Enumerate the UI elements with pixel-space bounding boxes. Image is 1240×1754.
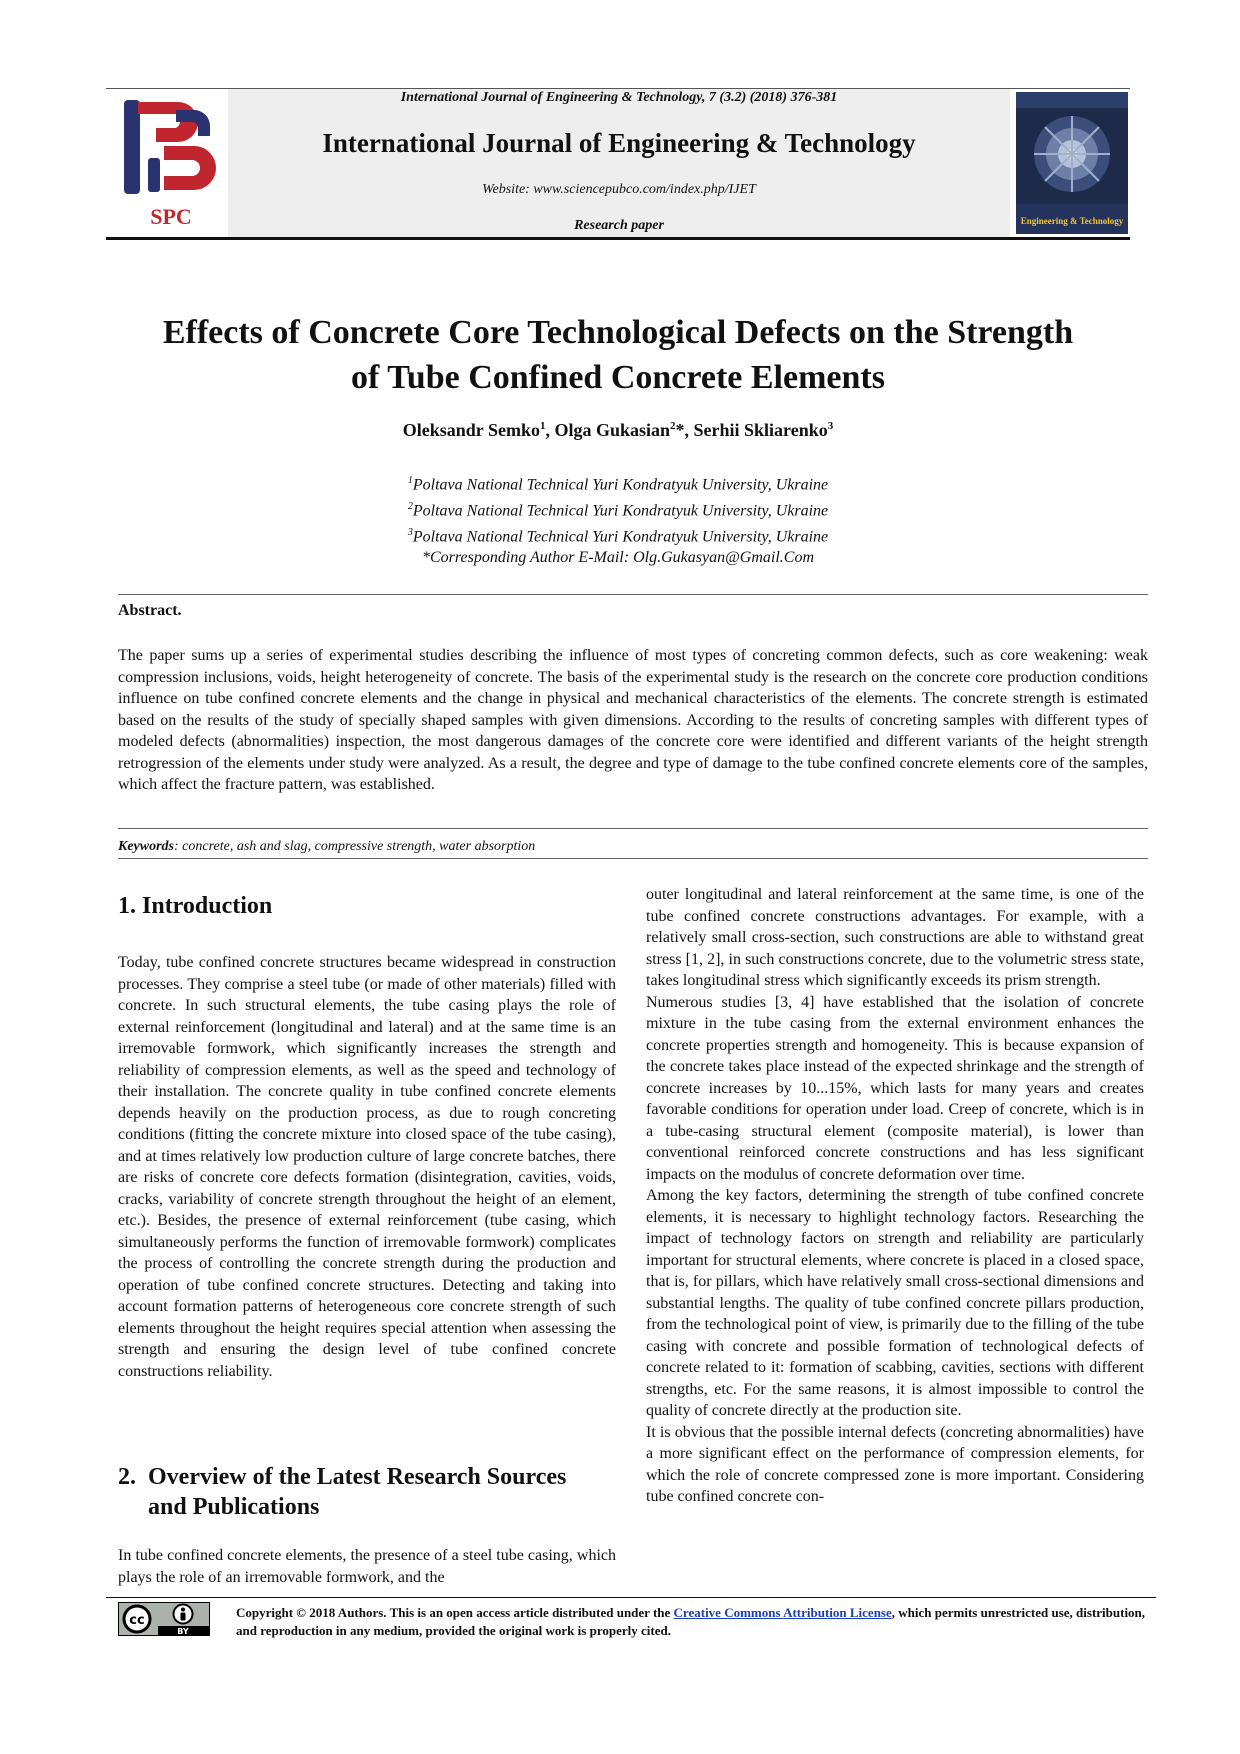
- heading-line: [118, 1462, 618, 1492]
- affiliation-mark: 3: [407, 526, 413, 538]
- article-title-line-2: of Tube Confined Concrete Elements: [351, 359, 885, 396]
- keywords-bottom-rule: [118, 858, 1148, 859]
- keywords-top-rule: [118, 828, 1148, 829]
- article-title: [106, 310, 1130, 400]
- affiliations: [106, 470, 1130, 569]
- author-name: Olga Gukasian: [554, 420, 671, 440]
- right-column-text: [646, 884, 1144, 1508]
- copyright-notice: [236, 1604, 1148, 1640]
- affiliation-line: [106, 522, 1130, 548]
- author-affiliation-mark: 1: [539, 420, 546, 432]
- author-name: Serhii Skliarenko: [693, 420, 828, 440]
- affiliation-text: Poltava National Technical Yuri Kondratyuk University, Ukraine: [412, 527, 829, 545]
- logo-mark-icon: [124, 100, 216, 194]
- section-heading-introduction: 1. Introduction: [118, 893, 273, 919]
- heading-line: and Publications: [148, 1494, 320, 1520]
- paragraph: Today, tube confined concrete structures became widespread in construction processes. They comprise a steel tube (or made of other materials) filled with concrete. In such structural elements, the tube casing plays the role of external reinforcement (longitudinal and lateral) and at the same time is an irremovable formwork, which significantly increases the strength and reliability of compression elements, as well as the speed and technology of their installation. The concrete quality in tube confined concrete elements depends heavily on the production process, as due to rough concreting conditions (fitting the concrete mixture into closed space of the tube casing), and at times relatively low production culture of large concrete batches, there are risks of concrete core defects formation (disintegration, cavities, voids, cracks, variability of concrete strength throughout the height of an element, etc.). Besides, the presence of external reinforcement (tube casing, which simultaneously performs the function of irremovable formwork) complicates the process of controlling the concrete strength during the production and operation of tube confined concrete structures. Detecting and taking into account formation patterns of heterogeneous core concrete strength of such elements throughout the height requires special attention when assessing the strength and ensuring the design level of tube confined concrete constructions reliability.: [118, 954, 616, 1380]
- attribution-person-icon: [174, 1605, 193, 1624]
- keywords-label: Keywords: [118, 839, 174, 854]
- header-bottom-rule: [106, 237, 1130, 240]
- author-separator: ,: [684, 420, 694, 440]
- heading-text: Overview of the Latest Research Sources: [148, 1464, 567, 1490]
- corresponding-author: *Corresponding Author E-Mail: Olg.Gukasyan@Gmail.Com: [421, 549, 815, 567]
- abstract-top-rule: [118, 594, 1148, 595]
- copyright-text: Copyright © 2018 Authors. This is an open access article distributed under the: [236, 1605, 674, 1620]
- cc-by-license-badge[interactable]: [118, 1602, 210, 1636]
- introduction-text: [118, 952, 616, 1382]
- author-separator: ,: [545, 420, 555, 440]
- affiliation-line: [106, 496, 1130, 522]
- author-list: [106, 420, 1130, 441]
- affiliation-line: [106, 470, 1130, 496]
- article-title-line-1: Effects of Concrete Core Technological Defects on the Strength: [162, 314, 1074, 351]
- journal-header-band: [228, 88, 1010, 238]
- paragraph: Among the key factors, determining the strength of tube confined concrete elements, it is necessary to highlight technology factors. Researching the impact of technology factors on strength and reliability are particularly important for structural elements, where concrete is placed in a closed space, that is, for pillars, which have relatively small cross-sectional dimensions and substantial lengths. The quality of tube confined concrete pillars production, from the technological point of view, is primarily due to the filling of the tube casing with concrete and possible formation of technological defects of concrete related to it: formation of scabbing, cavities, sections with different strengths, etc. For the same reasons, it is almost impossible to control the quality of concrete directly at the production site.: [646, 1187, 1144, 1419]
- abstract-heading: Abstract.: [118, 602, 182, 619]
- paragraph: In tube confined concrete elements, the presence of a steel tube casing, which plays the role of an irremovable formwork, and the: [118, 1547, 616, 1586]
- keywords: [118, 839, 535, 855]
- paragraph: Numerous studies [3, 4] have established that the isolation of concrete mixture in the tube casing from the external environment enhances the concrete properties strength and homogeneity. This is because expansion of the concrete takes place instead of the expected shrinkage and the strength of concrete increases by 10...15%, which lasts for many years and creates favorable conditions for operation under load. Creep of concrete, which is in a tube-casing structural element (composite material), is lower than conventional reinforced concrete constructions and has less significant impacts on the modulus of concrete deformation over time.: [646, 993, 1144, 1183]
- affiliation-text: Poltava National Technical Yuri Kondratyuk University, Ukraine: [412, 502, 829, 520]
- cc-label: cc: [129, 1613, 145, 1628]
- section-heading-overview: [118, 1462, 618, 1522]
- by-label: BY: [177, 1627, 189, 1636]
- cover-subtitle: Engineering & Technology: [1020, 216, 1124, 226]
- copyright-text-cont: , which permits unrestricted use, distribution, and reproduction in any medium, provided the original work is properly cited.: [236, 1605, 1146, 1638]
- affiliation-mark: 2: [407, 500, 413, 512]
- keywords-text: : concrete, ash and slag, compressive strength, water absorption: [174, 839, 536, 854]
- license-link[interactable]: Creative Commons Attribution License: [673, 1605, 892, 1620]
- author-affiliation-mark: 2: [670, 420, 676, 432]
- creative-commons-icon: [124, 1606, 150, 1632]
- journal-website[interactable]: Website: www.sciencepubco.com/index.php/IJET: [482, 182, 756, 197]
- footer-rule: [106, 1597, 1156, 1598]
- journal-name: International Journal of Engineering & Technology: [322, 128, 916, 158]
- publisher-logo: [118, 92, 224, 234]
- abstract-text: The paper sums up a series of experimental studies describing the influence of most types of concreting common defects, such as core weakening: weak compression inclusions, voids, height heterogeneity of concrete. The basis of the experimental study is the research on the concrete core production conditions influence on tube confined concrete elements and the change in physical and mechanical characteristics of the elements. The concrete strength is estimated based on the results of the study of specially shaped samples with given dimensions. According to the results of concreting samples with different types of modeled defects (abnormalities) inspection, the most dangerous damages of the concrete core were identified and different variants of the height strength retrogression of the elements under study were analyzed. As a result, the degree and type of damage to the tube confined concrete elements core of the samples, which affect the fracture pattern, was established.: [118, 647, 1148, 793]
- paragraph: It is obvious that the possible internal defects (concreting abnormalities) have a more significant effect on the performance of compression elements, for which the role of concrete compressed zone is more important. Considering tube confined concrete con-: [646, 1423, 1144, 1505]
- journal-cover-image: [1016, 92, 1128, 234]
- paragraph: outer longitudinal and lateral reinforcement at the same time, is one of the tube confined concrete constructions advantages. For example, with a relatively small cross-section, such constructions are able to withstand great stress [1, 2], in such constructions concrete, due to the volumetric stress state, takes longitudinal stress which significantly exceeds its prism strength.: [646, 886, 1144, 989]
- affiliation-text: Poltava National Technical Yuri Kondratyuk University, Ukraine: [412, 476, 829, 494]
- paper-type: Research paper: [574, 218, 664, 233]
- citation-line: International Journal of Engineering & Technology, 7 (3.2) (2018) 376-381: [400, 90, 838, 105]
- overview-text: [118, 1545, 616, 1588]
- header-top-rule: [106, 88, 1130, 89]
- section-number: 2.: [118, 1464, 136, 1490]
- author-name: Oleksandr Semko: [402, 420, 540, 440]
- author-affiliation-mark: 3: [827, 420, 834, 432]
- affiliation-mark: 1: [407, 475, 413, 486]
- logo-text: SPC: [150, 204, 192, 229]
- corresponding-mark: *: [675, 420, 685, 440]
